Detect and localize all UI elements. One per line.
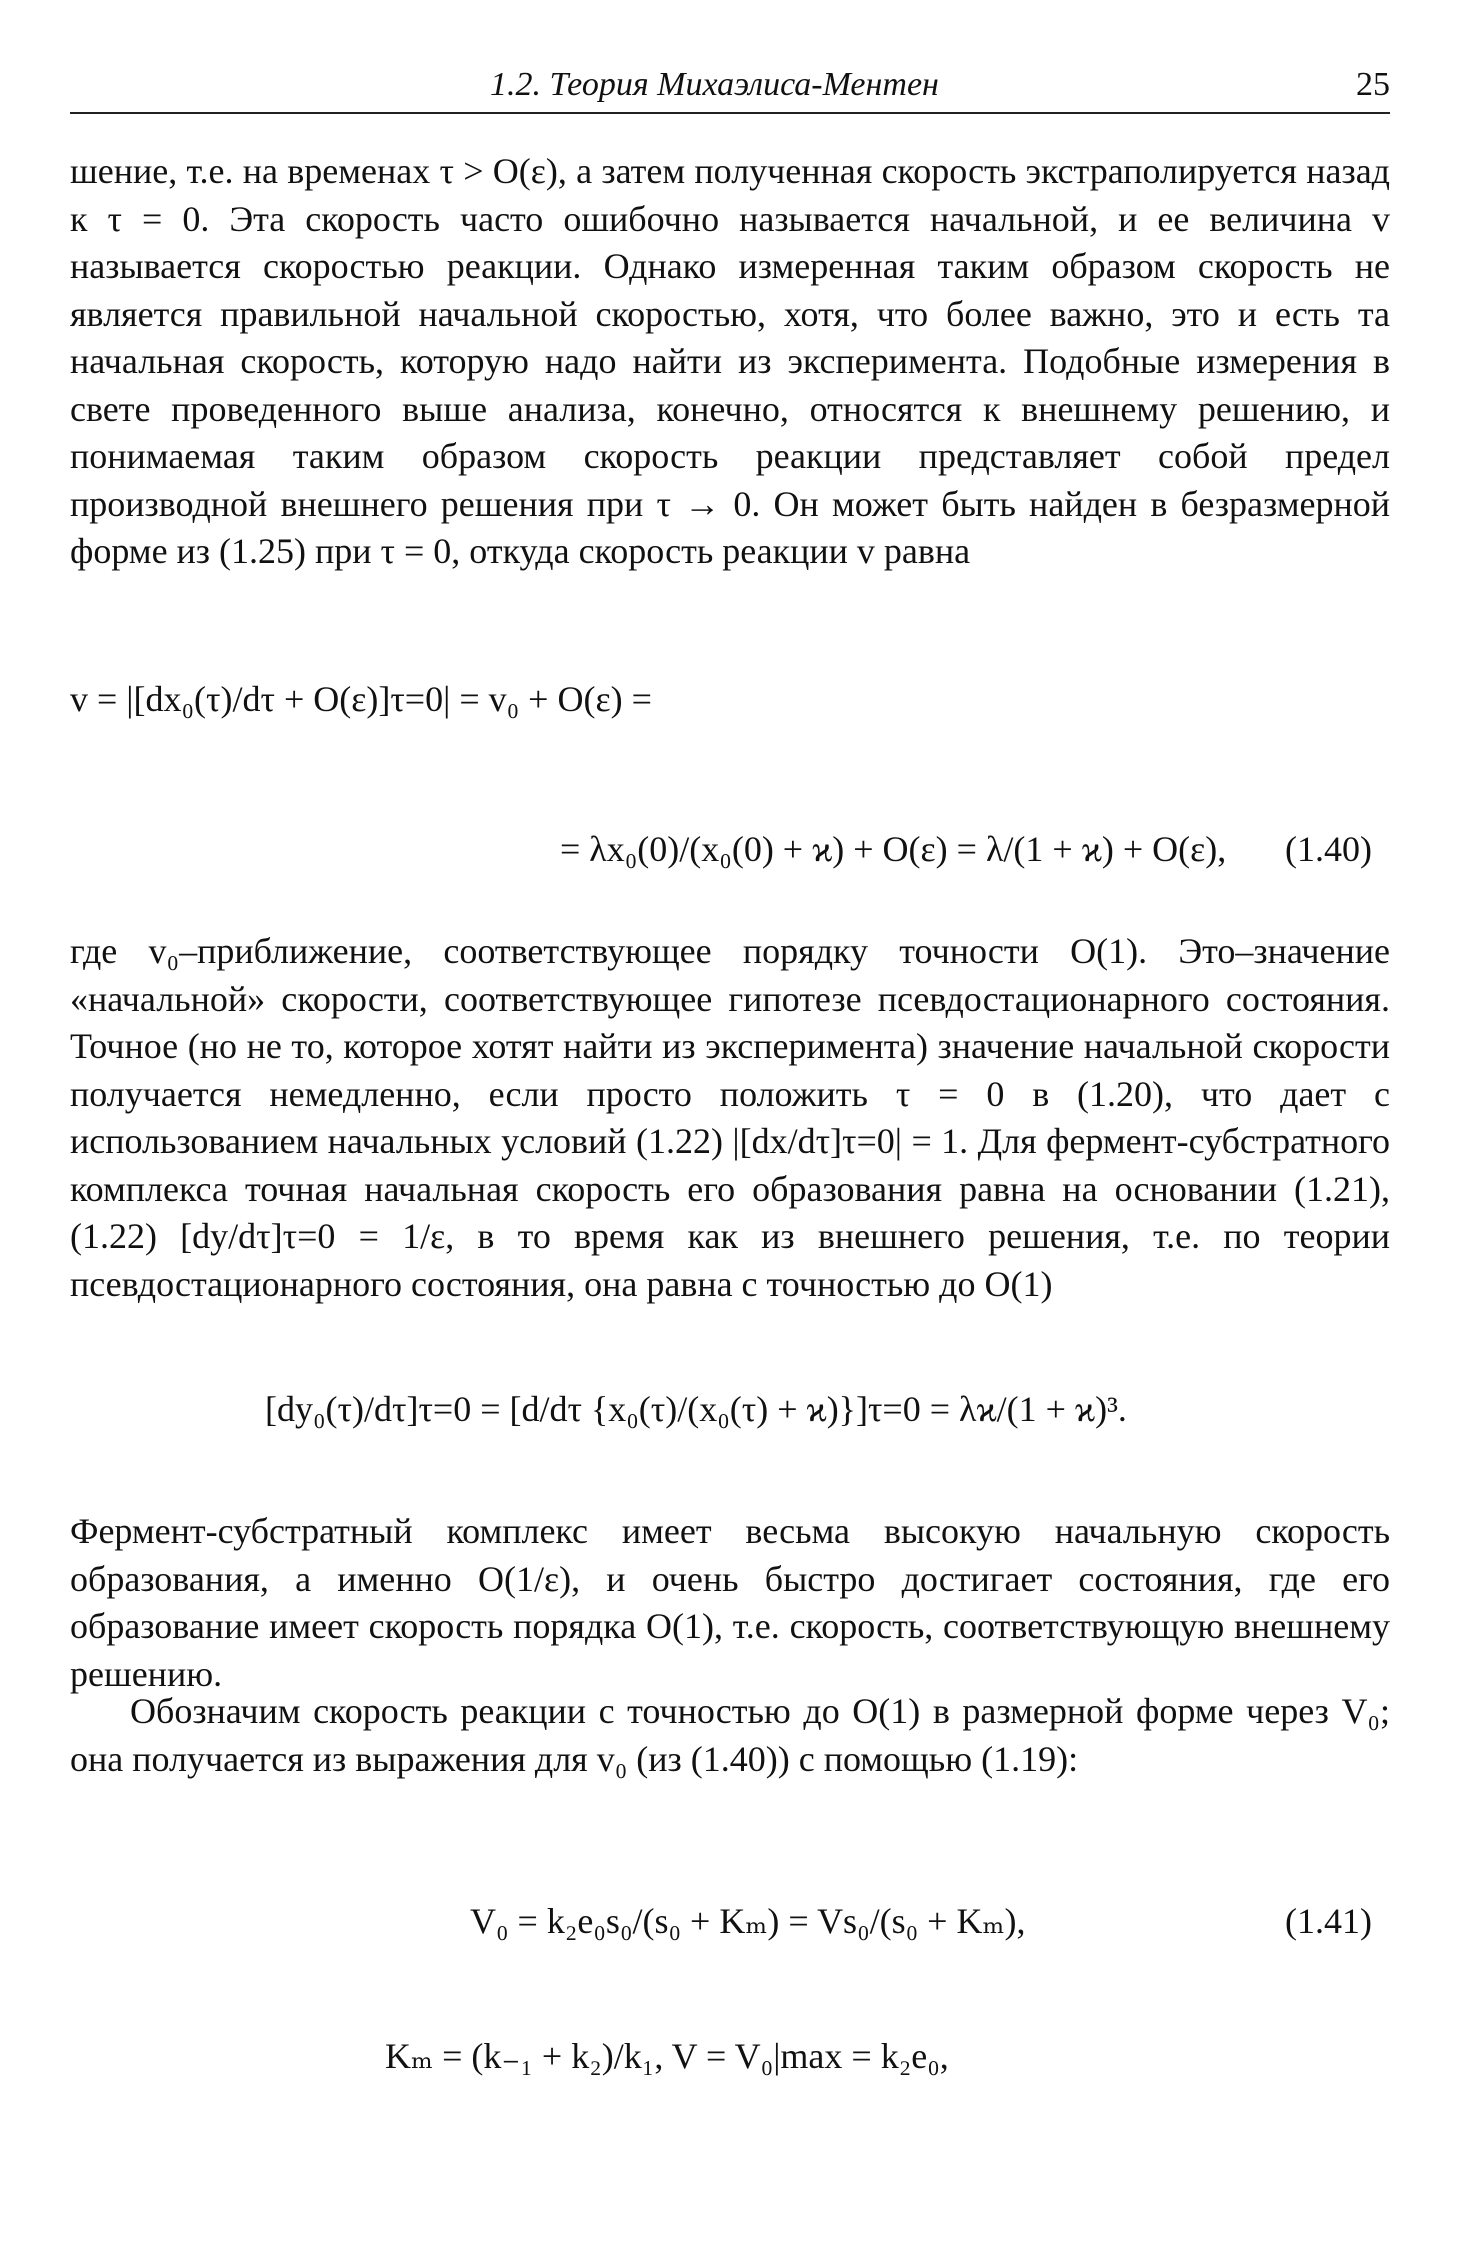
running-title: 1.2. Теория Михаэлиса-Ментен (490, 66, 939, 103)
page-header (70, 62, 1390, 114)
paragraph-4: Обозначим скорость реакции с точностью до O(1) в размерной форме через V₀; она получается из выражения для v₀ (из (1.40)) с помощью (1.19): (70, 1691, 1390, 1779)
equation-1-40-line-1: v = |[dx₀(τ)/dτ + O(ε)]τ=0| = v₀ + O(ε) = (70, 679, 652, 719)
paragraph-3: Фермент-субстратный комплекс имеет весьма высокую начальную скорость образования, а именно O(1/ε), и очень быстро достигает состояния, где его образование имеет скорость порядка O(1), т.е. скорость, соответствующую внешнему решению. (70, 1511, 1390, 1694)
equation-km-definition: Kₘ = (k₋₁ + k₂)/k₁, V = V₀|max = k₂e₀, (385, 2036, 949, 2076)
equation-complex-rate: [dy₀(τ)/dτ]τ=0 = [d/dτ {x₀(τ)/(x₀(τ) + ϰ)}]τ=0 = λϰ/(1 + ϰ)³. (265, 1389, 1127, 1429)
paragraph-2: где v₀–приближение, соответствующее порядку точности O(1). Это–значение «начальной» скорости, соответствующее гипотезе псевдостационарного состояния. Точное (но не то, которое хотят найти из эксперимента) значение начальной скорости получается немедленно, если просто положить τ = 0 в (1.20), что дает с использованием начальных условий (1.22) |[dx/dτ]τ=0| = 1. Для фермент-субстратного комплекса точная начальная скорость его образования равна на основании (1.21), (1.22) [dy/dτ]τ=0 = 1/ε, в то время как из внешнего решения, т.е. по теории псевдостационарного состояния, она равна с точностью до O(1) (70, 931, 1390, 1304)
equation-number-1-41: (1.41) (1285, 1901, 1372, 1941)
page-number: 25 (1356, 66, 1390, 103)
equation-1-40-line-2: = λx₀(0)/(x₀(0) + ϰ) + O(ε) = λ/(1 + ϰ) + O(ε), (560, 829, 1227, 869)
equation-1-41: V₀ = k₂e₀s₀/(s₀ + Kₘ) = Vs₀/(s₀ + Kₘ), (470, 1901, 1026, 1941)
equation-number-1-40: (1.40) (1285, 829, 1372, 869)
paragraph-1: шение, т.е. на временах τ > O(ε), а затем полученная скорость экстраполируется назад к τ = 0. Эта скорость часто ошибочно называется начальной, и ее величина v называется скоростью реакции. Однако измеренная таким образом скорость не является правильной начальной скоростью, хотя, что более важно, это и есть та начальная скорость, которую надо найти из эксперимента. Подобные измерения в свете проведенного выше анализа, конечно, относятся к внешнему решению, и понимаемая таким образом скорость реакции представляет собой предел производной внешнего решения при τ → 0. Он может быть найден в безразмерной форме из (1.25) при τ = 0, откуда скорость реакции v равна (70, 151, 1390, 571)
